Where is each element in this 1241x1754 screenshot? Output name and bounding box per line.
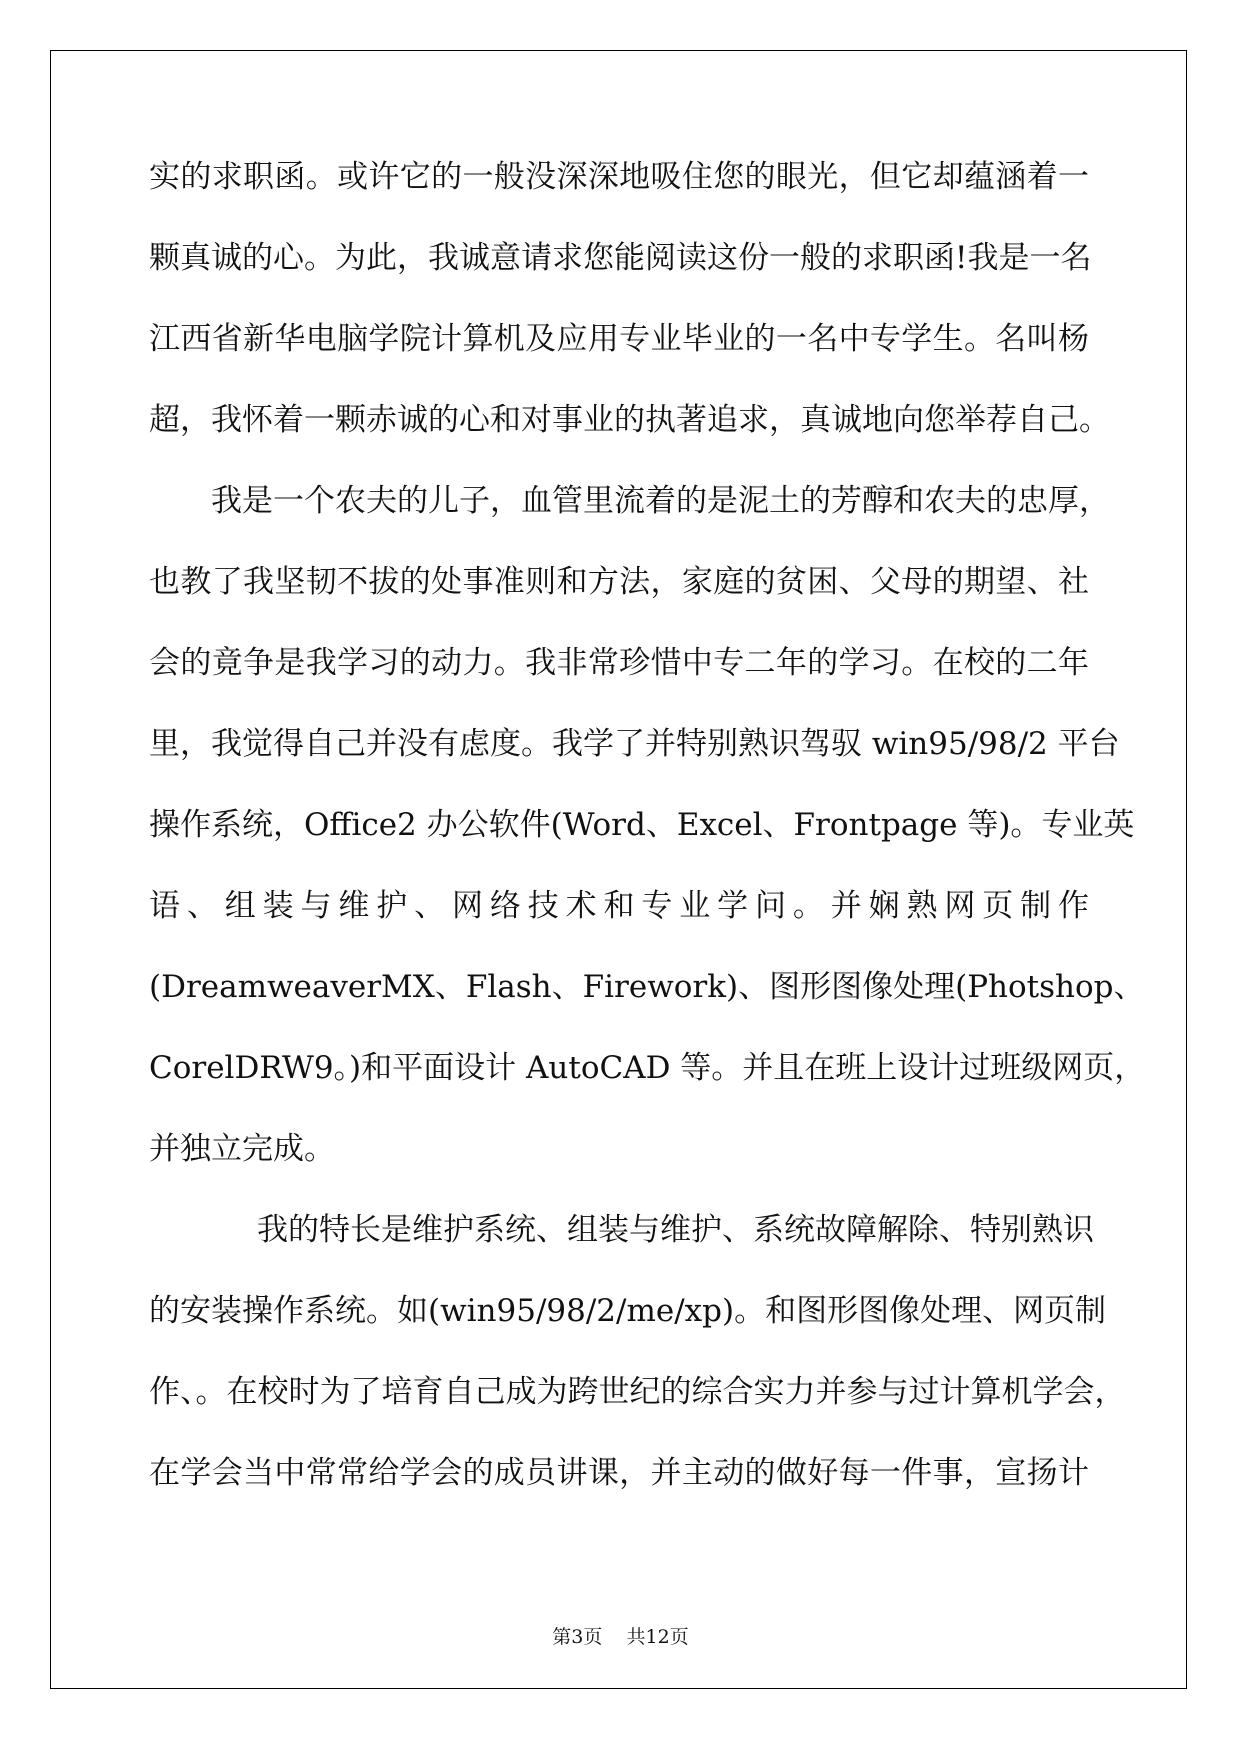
text-line: 语、组装与维护、网络技术和专业学问。并娴熟网页制作 bbox=[149, 888, 1089, 924]
text-line: 也教了我坚韧不拔的处事准则和方法，家庭的贫困、父母的期望、社 bbox=[149, 564, 1089, 600]
text-line: 我是一个农夫的儿子，血管里流着的是泥土的芳醇和农夫的忠厚， bbox=[211, 483, 1110, 519]
text-line: 操作系统，Office2 办公软件(Word、Excel、Frontpage 等)。专业英 bbox=[149, 807, 1135, 843]
document-body bbox=[149, 157, 1146, 1534]
text-line: CorelDRW9。)和平面设计 AutoCAD 等。并且在班上设计过班级网页， bbox=[149, 1050, 1146, 1086]
text-line: 我的特长是维护系统、组装与维护、系统故障解除、特别熟识 bbox=[257, 1212, 1094, 1248]
text-line: 里，我觉得自己并没有虑度。我学了并特别熟识驾驭 win95/98/2 平台 bbox=[149, 726, 1120, 762]
text-line: 在学会当中常常给学会的成员讲课，并主动的做好每一件事，宣扬计 bbox=[149, 1455, 1089, 1491]
text-line: 的安装操作系统。如(win95/98/2/me/xp)。和图形图像处理、网页制 bbox=[149, 1293, 1107, 1329]
text-line: 会的竟争是我学习的动力。我非常珍惜中专二年的学习。在校的二年 bbox=[149, 645, 1089, 681]
text-line: 作、。在校时为了培育自己成为跨世纪的综合实力并参与过计算机学会， bbox=[149, 1374, 1126, 1410]
text-line: 并独立完成。 bbox=[149, 1131, 335, 1167]
text-line: 江西省新华电脑学院计算机及应用专业毕业的一名中专学生。名叫杨 bbox=[149, 321, 1089, 357]
text-line: 超，我怀着一颗赤诚的心和对事业的执著追求，真诚地向您举荐自己。 bbox=[149, 402, 1110, 438]
text-line: 颗真诚的心。为此，我诚意请求您能阅读这份一般的求职函!我是一名 bbox=[149, 240, 1092, 276]
page-number-footer: 第3页 共12页 bbox=[552, 1626, 689, 1648]
text-line: 实的求职函。或许它的一般没深深地吸住您的眼光，但它却蕴涵着一 bbox=[149, 159, 1089, 195]
text-line: (DreamweaverMX、Flash、Firework)、图形图像处理(Photshop、 bbox=[149, 969, 1145, 1005]
